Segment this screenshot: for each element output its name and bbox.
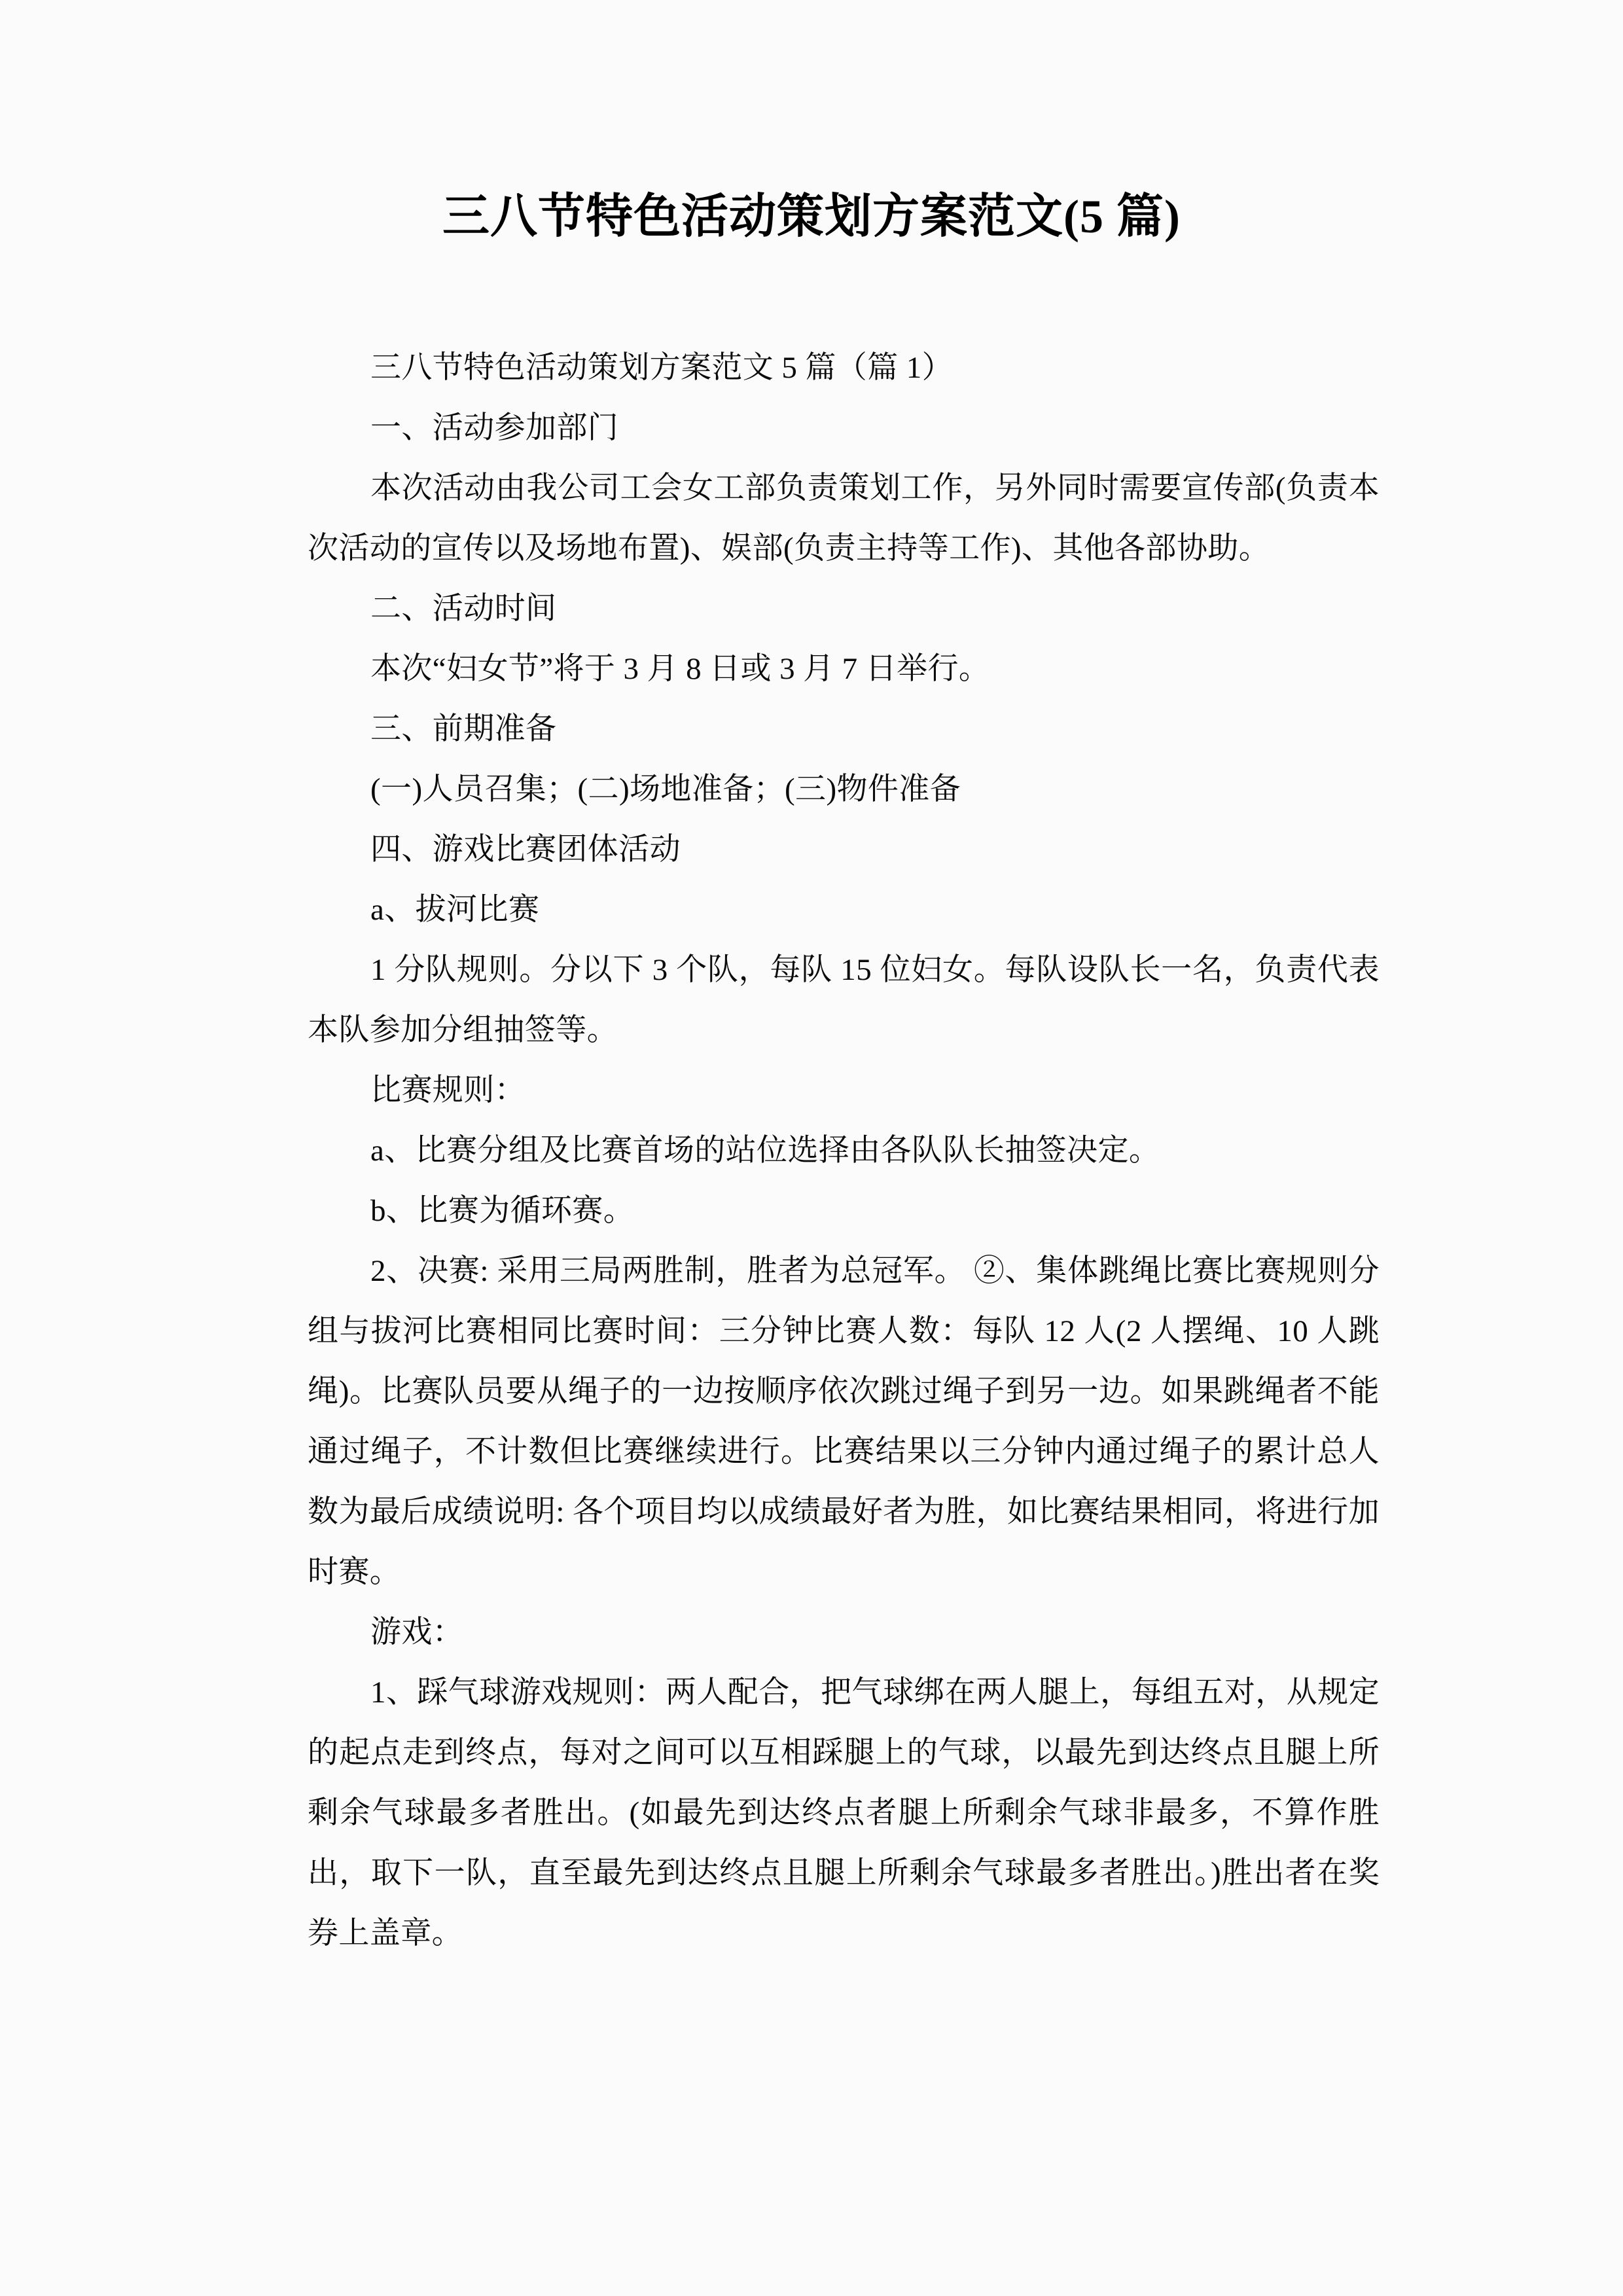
paragraph-section-four: 四、游戏比赛团体活动 <box>370 833 681 867</box>
paragraph-balloon-game: 1、踩气球游戏规则：两人配合，把气球绑在两人腿上，每组五对，从规定的起点走到终点，每对之间可以互相踩腿上的气球，以最先到达终点且腿上所剩余气球最多者胜出。(如最先到达终点者腿上所剩余气球非最多，不算作胜出，取下一队，直至最先到达终点且腿上所剩余气球最多者胜出。)胜出者在奖券上盖章。 <box>308 1676 1380 1950</box>
paragraph-heading-source: 三八节特色活动策划方案范文 5 篇（篇 1） <box>370 351 954 385</box>
paragraph-item-a-tugofwar: a、拔河比赛 <box>370 893 540 927</box>
paragraph-section-two: 二、活动时间 <box>370 592 557 626</box>
paragraph-section-three: 三、前期准备 <box>370 712 557 746</box>
paragraph-final-and-jumprope: 2、决赛: 采用三局两胜制，胜者为总冠军。 ②、集体跳绳比赛比赛规则分组与拔河比赛相同比赛时间：三分钟比赛人数：每队 12 人(2 人摆绳、10 人跳绳)。比赛队员要从绳子的一边按顺序依次跳过绳子到另一边。如果跳绳者不能通过绳子，不计数但比赛继续进行。比赛结果以三分钟内通过绳子的累计总人数为最后成绩说明: 各个项目均以成绩最好者为胜，如比赛结果相同，将进行加时赛。 <box>308 1254 1380 1589</box>
paragraph-games-label: 游戏： <box>370 1615 464 1649</box>
page-title: 三八节特色活动策划方案范文(5 篇) <box>442 190 1181 243</box>
paragraph-team-rules: 1 分队规则。分以下 3 个队，每队 15 位妇女。每队设队长一名，负责代表本队参加分组抽签等。 <box>308 953 1380 1047</box>
paragraph-rule-b: b、比赛为循环赛。 <box>370 1194 635 1228</box>
paragraph-preparation-items: (一)人员召集；(二)场地准备；(三)物件准备 <box>370 772 961 806</box>
paragraph-departments: 本次活动由我公司工会女工部负责策划工作，另外同时需要宣传部(负责本次活动的宣传以及场地布置)、娱部(负责主持等工作)、其他各部协助。 <box>308 471 1380 565</box>
paragraph-match-rules-label: 比赛规则： <box>370 1073 526 1107</box>
paragraph-rule-a: a、比赛分组及比赛首场的站位选择由各队队长抽签决定。 <box>370 1134 1160 1168</box>
paragraph-event-time: 本次“妇女节”将于 3 月 8 日或 3 月 7 日举行。 <box>370 652 990 686</box>
document-body <box>308 338 1380 1964</box>
paragraph-section-one: 一、活动参加部门 <box>370 411 619 445</box>
